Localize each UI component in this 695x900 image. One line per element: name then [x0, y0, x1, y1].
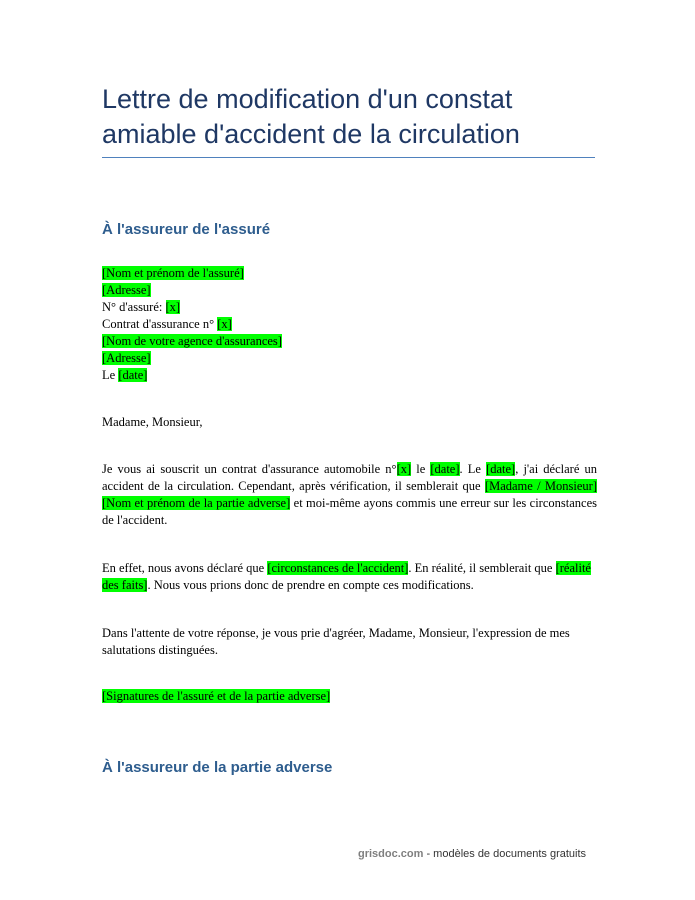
title-divider — [102, 157, 595, 158]
page-footer — [358, 848, 586, 860]
title-line-2: amiable d'accident de la circulation — [102, 119, 520, 149]
signature-line — [102, 688, 597, 705]
highlight-field-agence: [Nom de votre agence d'assurances] — [102, 334, 282, 348]
highlight-field-civilite: [Madame / Monsieur] — [484, 479, 597, 493]
highlight-field-adresse-2: [Adresse] — [102, 351, 151, 365]
highlight-field-contrat-no: [x] — [396, 462, 412, 476]
highlight-field-date: [date] — [118, 368, 148, 382]
section-heading-partie-adverse: À l'assureur de la partie adverse — [102, 759, 333, 776]
footer-brand-link[interactable]: grisdoc.com — [358, 848, 424, 860]
date-label: Le — [102, 368, 119, 382]
paragraph-2: En effet, nous avons déclaré que [circonstances de l'accident]. En réalité, il semblerait que [réalité des faits]. Nous vous prions donc de prendre en compte ces modifications. — [102, 561, 591, 592]
recipient-address-block — [102, 265, 597, 384]
title-line-1: Lettre de modification d'un constat — [102, 84, 513, 114]
paragraph-closing: Dans l'attente de votre réponse, je vous prie d'agréer, Madame, Monsieur, l'expression de mes salutations distinguées. — [102, 626, 570, 657]
highlight-field-realite: [réalité des faits] — [102, 561, 591, 592]
footer-text: - modèles de documents gratuits — [423, 848, 587, 860]
contrat-label: Contrat d'assurance n° — [102, 317, 218, 331]
highlight-field-no-assure: [x] — [165, 300, 181, 314]
salutation: Madame, Monsieur, — [102, 415, 203, 429]
highlight-field-date-declaration: [date] — [486, 462, 516, 476]
highlight-field-date-souscription: [date] — [430, 462, 460, 476]
highlight-field-nom: [Nom et prénom de l'assuré] — [102, 266, 244, 280]
document-title — [102, 82, 602, 152]
no-assure-label: N° d'assuré: — [102, 300, 166, 314]
highlight-field-signatures: [Signatures de l'assuré et de la partie adverse] — [102, 689, 331, 703]
section-heading-assure: À l'assureur de l'assuré — [102, 221, 271, 238]
highlight-field-circonstances: [circonstances de l'accident] — [267, 561, 409, 575]
paragraph-1: Je vous ai souscrit un contrat d'assurance automobile n°[x] le [date]. Le [date], j'ai déclaré un accident de la circulation. Cependant, après vérification, il semblerait que [Madame / Monsieur] [Nom et prénom de la partie adverse] et moi-même ayons commis une erreur sur les circonstances de l'accident. — [102, 462, 597, 527]
highlight-field-contrat: [x] — [217, 317, 232, 331]
highlight-field-partie-adverse: [Nom et prénom de la partie adverse] — [102, 496, 291, 510]
highlight-field-adresse: [Adresse] — [102, 283, 151, 297]
